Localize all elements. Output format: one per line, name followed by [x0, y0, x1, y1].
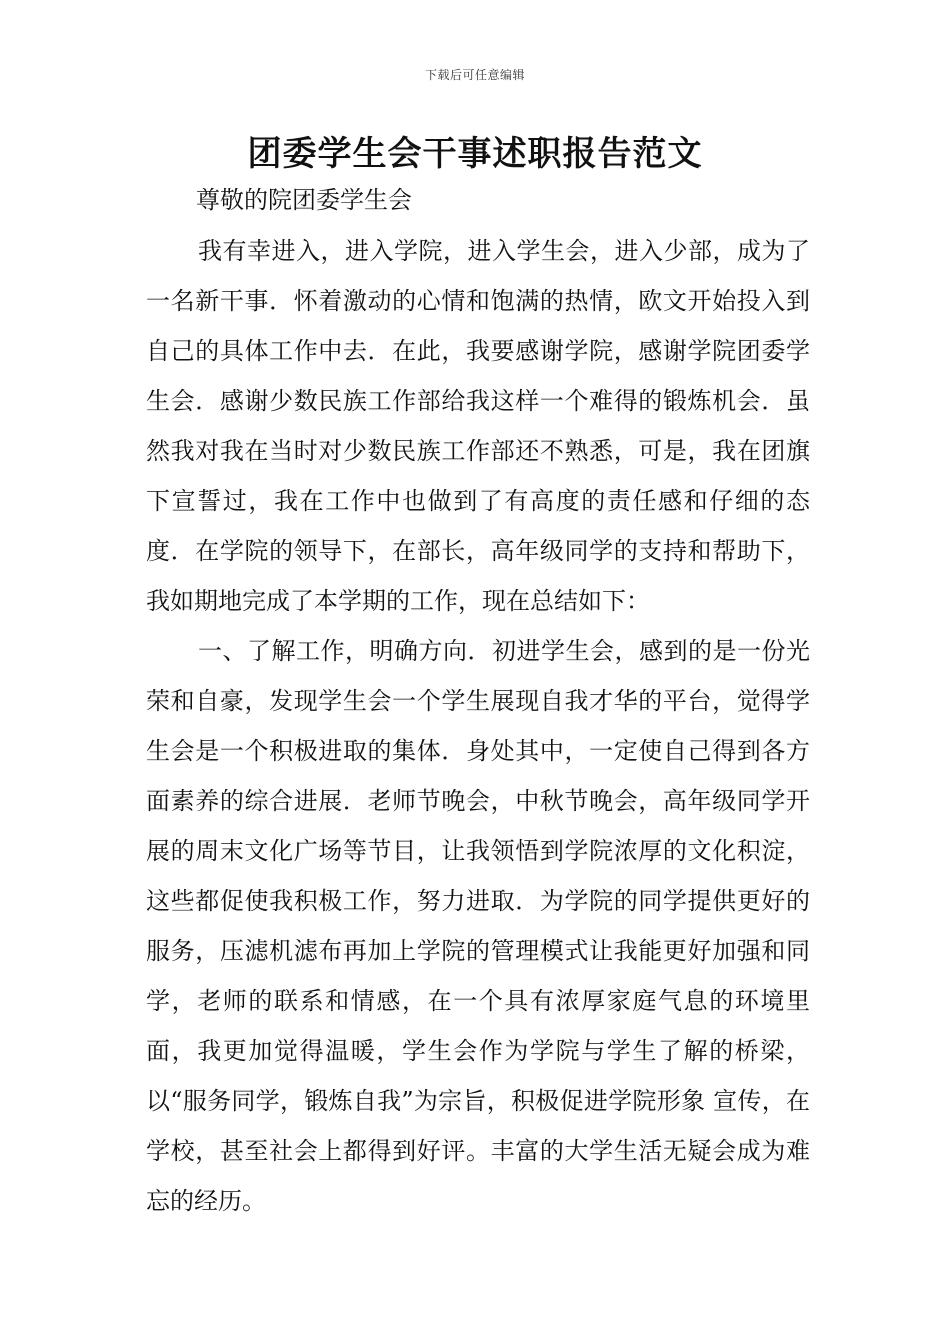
paragraph-2: 一、了解工作，明确方向．初进学生会，感到的是一份光荣和自豪，发现学生会一个学生展现自我才华的平台，觉得学生会是一个积极进取的集体．身处其中，一定使自己得到各方面素养的综合进展．老师节晚会，中秋节晚会，高年级同学开展的周末文化广场等节目，让我领悟到学院浓厚的文化积淀，这些都促使我积极工作，努力进取．为学院的同学提供更好的服务，压滤机滤布再加上学院的管理模式让我能更好加强和同学，老师的联系和情感，在一个具有浓厚家庭气息的环境里面，我更加觉得温暖，学生会作为学院与学生了解的桥梁，以“服务同学，锻炼自我”为宗旨，积极促进学院形象 宣传，在学校，甚至社会上都得到好评。丰富的大学生活无疑会成为难忘的经历。: [146, 637, 810, 1215]
header-note: 下载后可任意编辑: [424, 68, 525, 82]
salutation: 尊敬的院团委学生会: [196, 186, 412, 214]
document-title: 团委学生会干事述职报告范文: [247, 134, 703, 174]
document-body: [146, 226, 810, 1226]
paragraph-1: 我有幸进入，进入学院，进入学生会，进入少部，成为了一名新干事．怀着激动的心情和饱满的热情，欧文开始投入到自己的具体工作中去．在此，我要感谢学院，感谢学院团委学生会．感谢少数民族工作部给我这样一个难得的锻炼机会．虽然我对我在当时对少数民族工作部还不熟悉，可是，我在团旗下宣誓过，我在工作中也做到了有高度的责任感和仔细的态度．在学院的领导下，在部长，高年级同学的支持和帮助下，我如期地完成了本学期的工作，现在总结如下：: [146, 237, 810, 615]
